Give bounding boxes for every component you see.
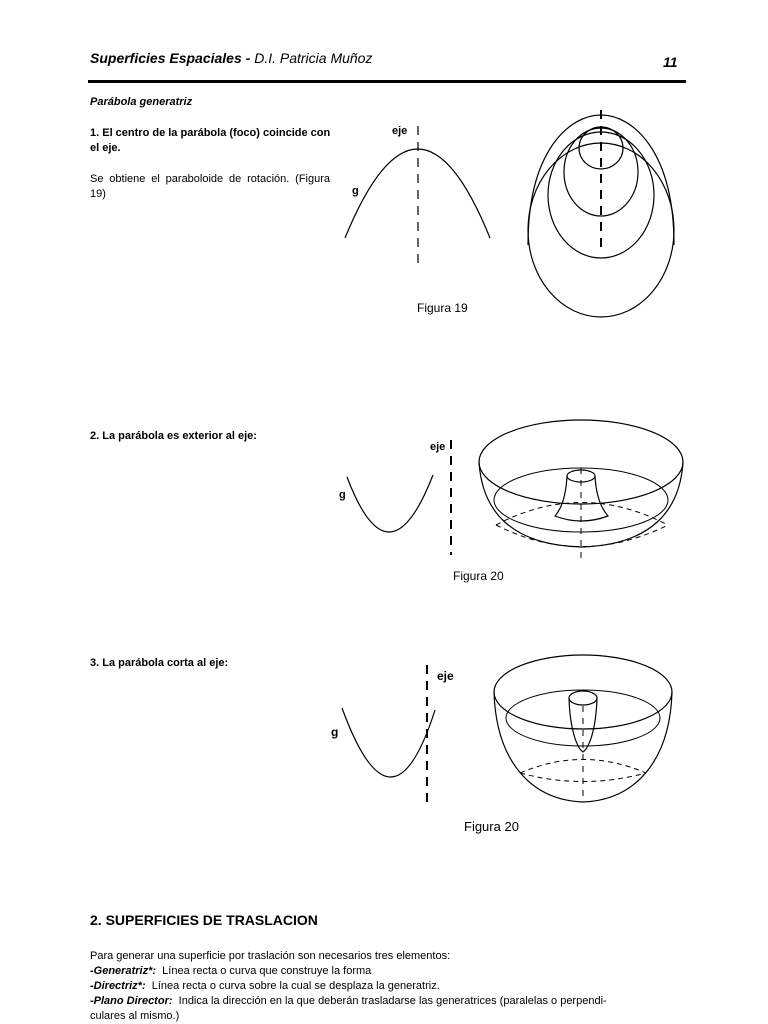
fig19-caption: Figura 19 — [417, 301, 468, 315]
fig20b-parabola — [342, 708, 435, 777]
fig20a-surface — [479, 420, 683, 547]
case1-heading: 1. El centro de la parábola (foco) coincide con el eje. — [90, 127, 331, 154]
author-name: D.I. Patricia Muñoz — [254, 50, 373, 66]
fig20a-g-label: g — [339, 489, 346, 501]
case3-heading: 3. La parábola corta al eje: — [90, 657, 229, 669]
fig20a-eje-label: eje — [430, 441, 446, 453]
page-header — [90, 50, 372, 66]
fig19-paraboloid — [528, 115, 674, 317]
definition-item — [90, 994, 688, 1009]
page-number: 11 — [663, 54, 678, 70]
definition-desc: Línea recta o curva sobre la cual se desplaza la generatriz. — [151, 980, 440, 992]
definition-item — [90, 964, 688, 979]
definition-desc: Indica la dirección en la que deberán trasladarse las generatrices (paralelas o perpendi- — [178, 995, 607, 1007]
definition-desc: Línea recta o curva que construye la forma — [162, 965, 372, 977]
case1-text: Se obtiene el paraboloide de rotación. (Figura 19) — [90, 173, 330, 200]
definition-continuation: culares al mismo.) — [90, 1010, 180, 1022]
fig20b-g-label: g — [331, 725, 339, 739]
fig19-eje-label: eje — [392, 125, 408, 137]
fig19-parabola — [345, 149, 490, 238]
definition-item — [90, 979, 688, 994]
section2-body — [90, 949, 688, 1024]
case2-heading: 2. La parábola es exterior al eje: — [90, 430, 257, 442]
definition-term: -Plano Director: — [90, 995, 173, 1007]
fig20b-caption: Figura 20 — [464, 819, 519, 834]
section2-intro: Para generar una superficie por traslación son necesarios tres elementos: — [90, 950, 451, 962]
definition-term: -Directriz*: — [90, 980, 146, 992]
definition-term: -Generatriz*: — [90, 965, 157, 977]
section2-heading: 2. SUPERFICIES DE TRASLACION — [90, 912, 318, 928]
fig20b-eje-label: eje — [437, 669, 454, 683]
header-rule — [88, 80, 686, 83]
fig20a-caption: Figura 20 — [453, 569, 504, 583]
fig20a-parabola — [347, 475, 433, 532]
fig19-g-label: g — [352, 185, 359, 197]
document-title: Superficies Espaciales - — [90, 50, 251, 66]
fig20b-surface — [494, 655, 672, 802]
section-subtitle: Parábola generatriz — [90, 96, 193, 108]
